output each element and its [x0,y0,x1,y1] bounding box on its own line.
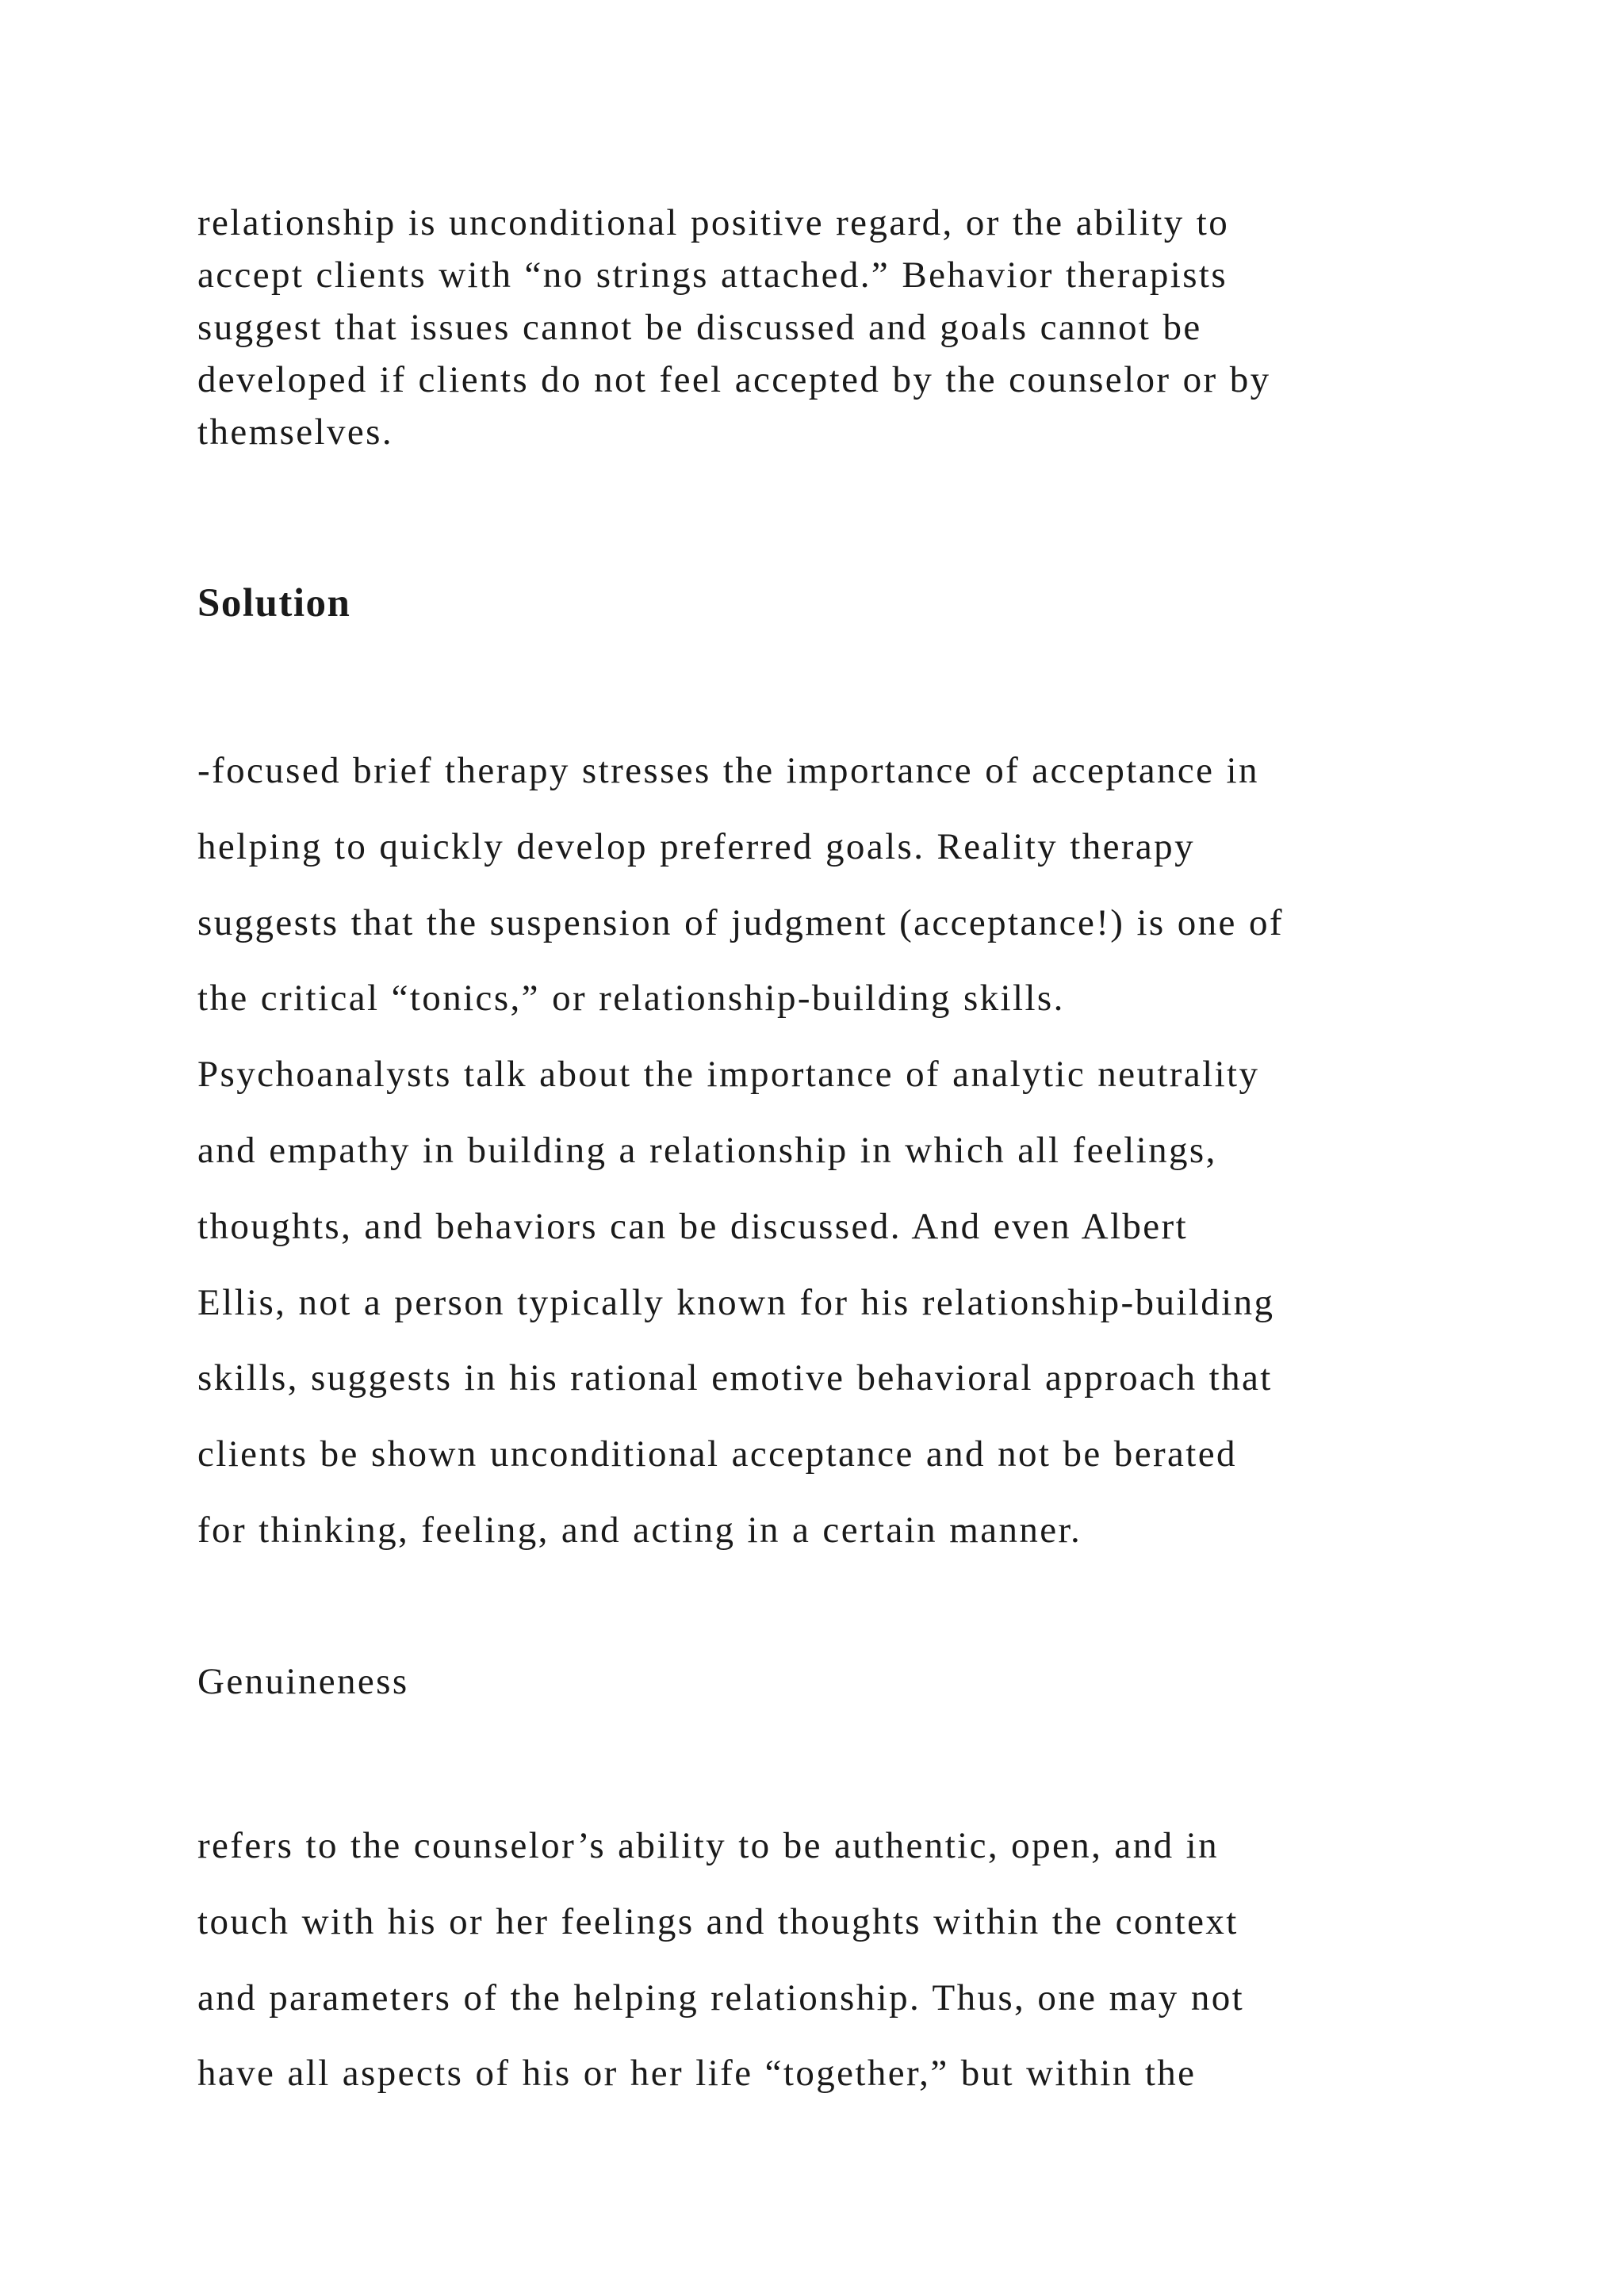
text-line: touch with his or her feelings and thoughts within the context [197,1900,1239,1942]
genuineness-label: Genuineness [197,1661,409,1702]
text-line: clients be shown unconditional acceptance and not be berated [197,1433,1237,1475]
text-line: and empathy in building a relationship in which all feelings, [197,1129,1217,1171]
text-line: Psychoanalysts talk about the importance of analytic neutrality [197,1054,1260,1096]
text-line: skills, suggests in his rational emotive behavioral approach that [197,1357,1273,1399]
text-line: relationship is unconditional positive regard, or the ability to [197,202,1230,243]
text-line: themselves. [197,411,393,453]
text-line: suggests that the suspension of judgment (acceptance!) is one of [197,901,1284,943]
text-line: developed if clients do not feel accepted by the counselor or by [197,359,1271,400]
text-line: Ellis, not a person typically known for his relationship-building [197,1281,1275,1323]
text-line: -focused brief therapy stresses the importance of acceptance in [197,750,1259,791]
paragraph-genuineness [197,1808,1482,2112]
text-line: the critical “tonics,” or relationship-building skills. [197,978,1065,1020]
text-line: and parameters of the helping relationship. Thus, one may not [197,1976,1245,2019]
paragraph-solution-focused [197,733,1482,1569]
text-line: suggest that issues cannot be discussed and goals cannot be [197,307,1202,348]
text-line: refers to the counselor’s ability to be authentic, open, and in [197,1825,1220,1866]
text-line: for thinking, feeling, and acting in a certain manner. [197,1509,1082,1551]
paragraph-unconditional-regard [197,197,1482,458]
text-line: have all aspects of his or her life “together,” but within the [197,2053,1197,2095]
section-heading: Solution [197,581,351,626]
text-line: accept clients with “no strings attached.” Behavior therapists [197,254,1228,296]
text-line: thoughts, and behaviors can be discussed. And even Albert [197,1205,1189,1247]
text-line: helping to quickly develop preferred goals. Reality therapy [197,825,1195,867]
